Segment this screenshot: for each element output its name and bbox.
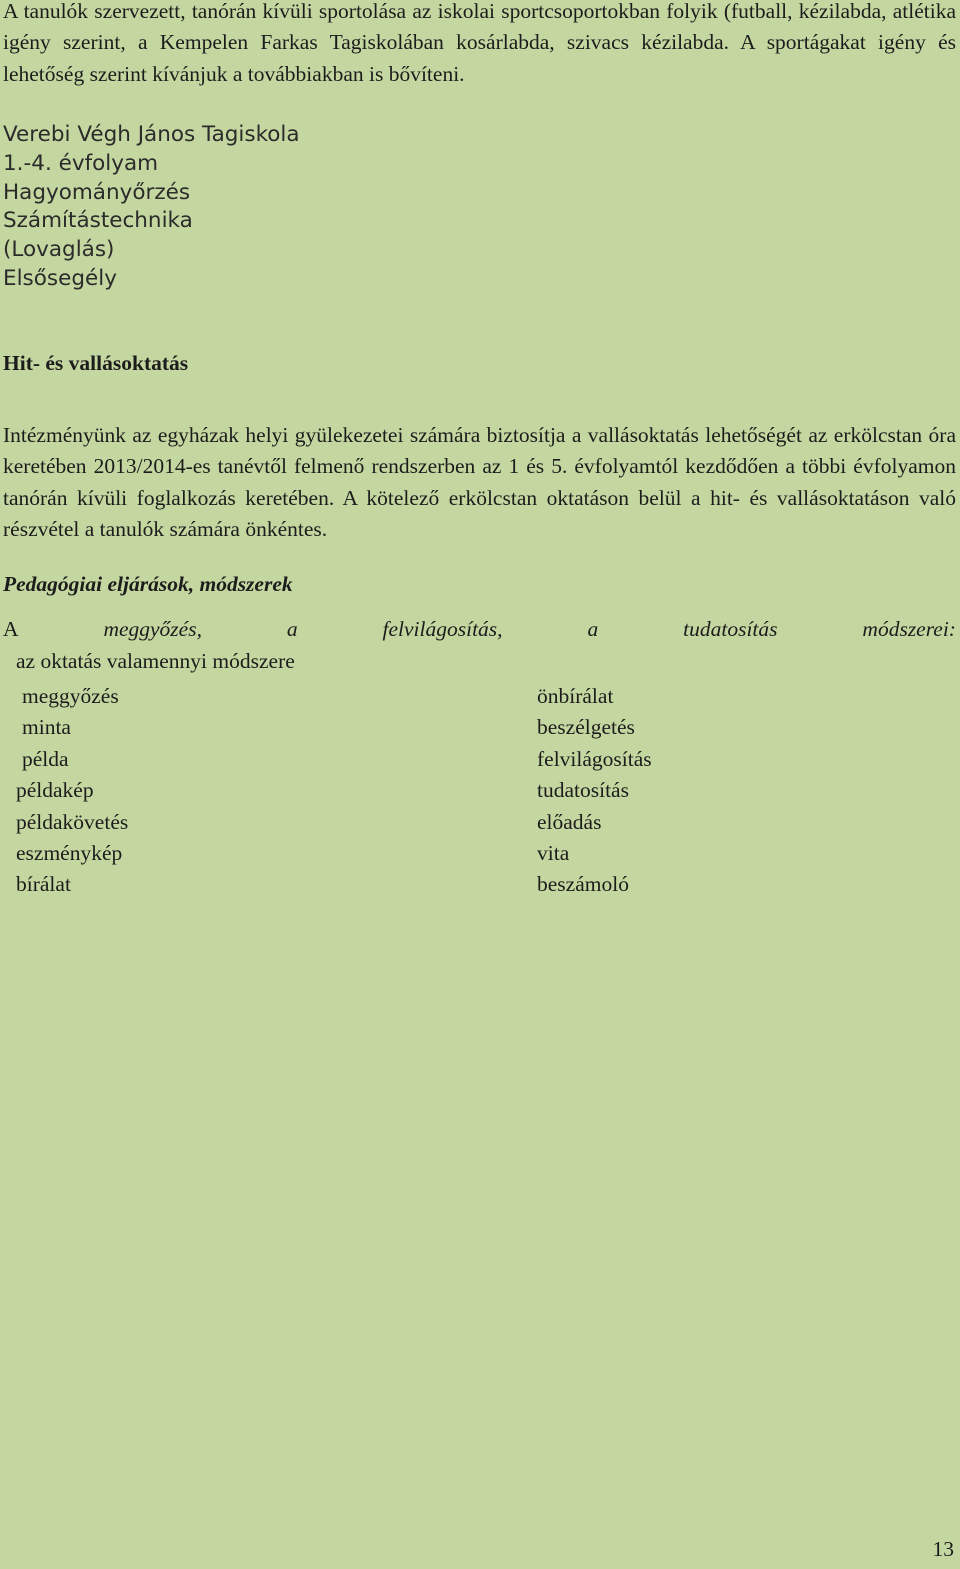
- method-item: felvilágosítás: [537, 746, 652, 771]
- methods-word: felvilágosítás,: [382, 617, 503, 641]
- method-item: beszélgetés: [537, 715, 635, 740]
- school-block: [3, 121, 300, 294]
- method-item: minta: [22, 715, 71, 740]
- methods-heading: Pedagógiai eljárások, módszerek: [3, 572, 293, 596]
- page-number: 13: [932, 1537, 954, 1561]
- methods-word: A: [3, 617, 19, 641]
- methods-word: meggyőzés,: [103, 617, 202, 641]
- method-item: példakép: [16, 778, 94, 803]
- grade-range: 1.-4. évfolyam: [3, 150, 159, 176]
- methods-word: tudatosítás: [683, 617, 778, 641]
- activity-item: Elsősegély: [3, 265, 117, 291]
- method-item: bírálat: [16, 872, 71, 897]
- methods-intro-line: [3, 617, 956, 642]
- method-item: önbírálat: [537, 684, 614, 708]
- method-item: eszménykép: [16, 841, 123, 866]
- methods-word: módszerei:: [862, 617, 956, 641]
- activity-item: Hagyományőrzés: [3, 179, 191, 205]
- religion-heading: Hit- és vallásoktatás: [3, 351, 189, 375]
- methods-word: a: [587, 617, 599, 641]
- method-item: meggyőzés: [22, 684, 119, 708]
- methods-subline: az oktatás valamennyi módszere: [16, 649, 295, 673]
- method-item: előadás: [537, 809, 602, 834]
- religion-paragraph: Intézményünk az egyházak helyi gyülekezetei számára biztosítja a vallásoktatás lehetőségét az erkölcstan óra keretében 2013/2014-es tanévtől felmenő rendszerben az 1 és 5. évfolyamtól kezdődően a többi évfolyamon tanórán kívüli foglalkozás keretében. A kötelező erkölcstan oktatáson belül a hit- és vallásoktatáson való részvétel a tanulók számára önkéntes.: [3, 423, 956, 542]
- methods-word: a: [286, 617, 298, 641]
- method-item: példakövetés: [16, 809, 129, 834]
- method-item: példa: [22, 746, 69, 771]
- method-item: vita: [537, 841, 570, 866]
- methods-left-column: [16, 681, 128, 901]
- method-item: tudatosítás: [537, 778, 629, 803]
- methods-right-column: [537, 681, 652, 901]
- intro-paragraph: A tanulók szervezett, tanórán kívüli sportolása az iskolai sportcsoportokban folyik (futball, kézilabda, atlétika igény szerint, a Kempelen Farkas Tagiskolában kosárlabda, szivacs kézilabda. A sportágakat igény és lehetőség szerint kívánjuk a továbbiakban is bővíteni.: [3, 0, 956, 86]
- activity-item: (Lovaglás): [3, 237, 115, 263]
- school-name: Verebi Végh János Tagiskola: [3, 122, 300, 147]
- activity-item: Számítástechnika: [3, 208, 193, 234]
- method-item: beszámoló: [537, 872, 629, 897]
